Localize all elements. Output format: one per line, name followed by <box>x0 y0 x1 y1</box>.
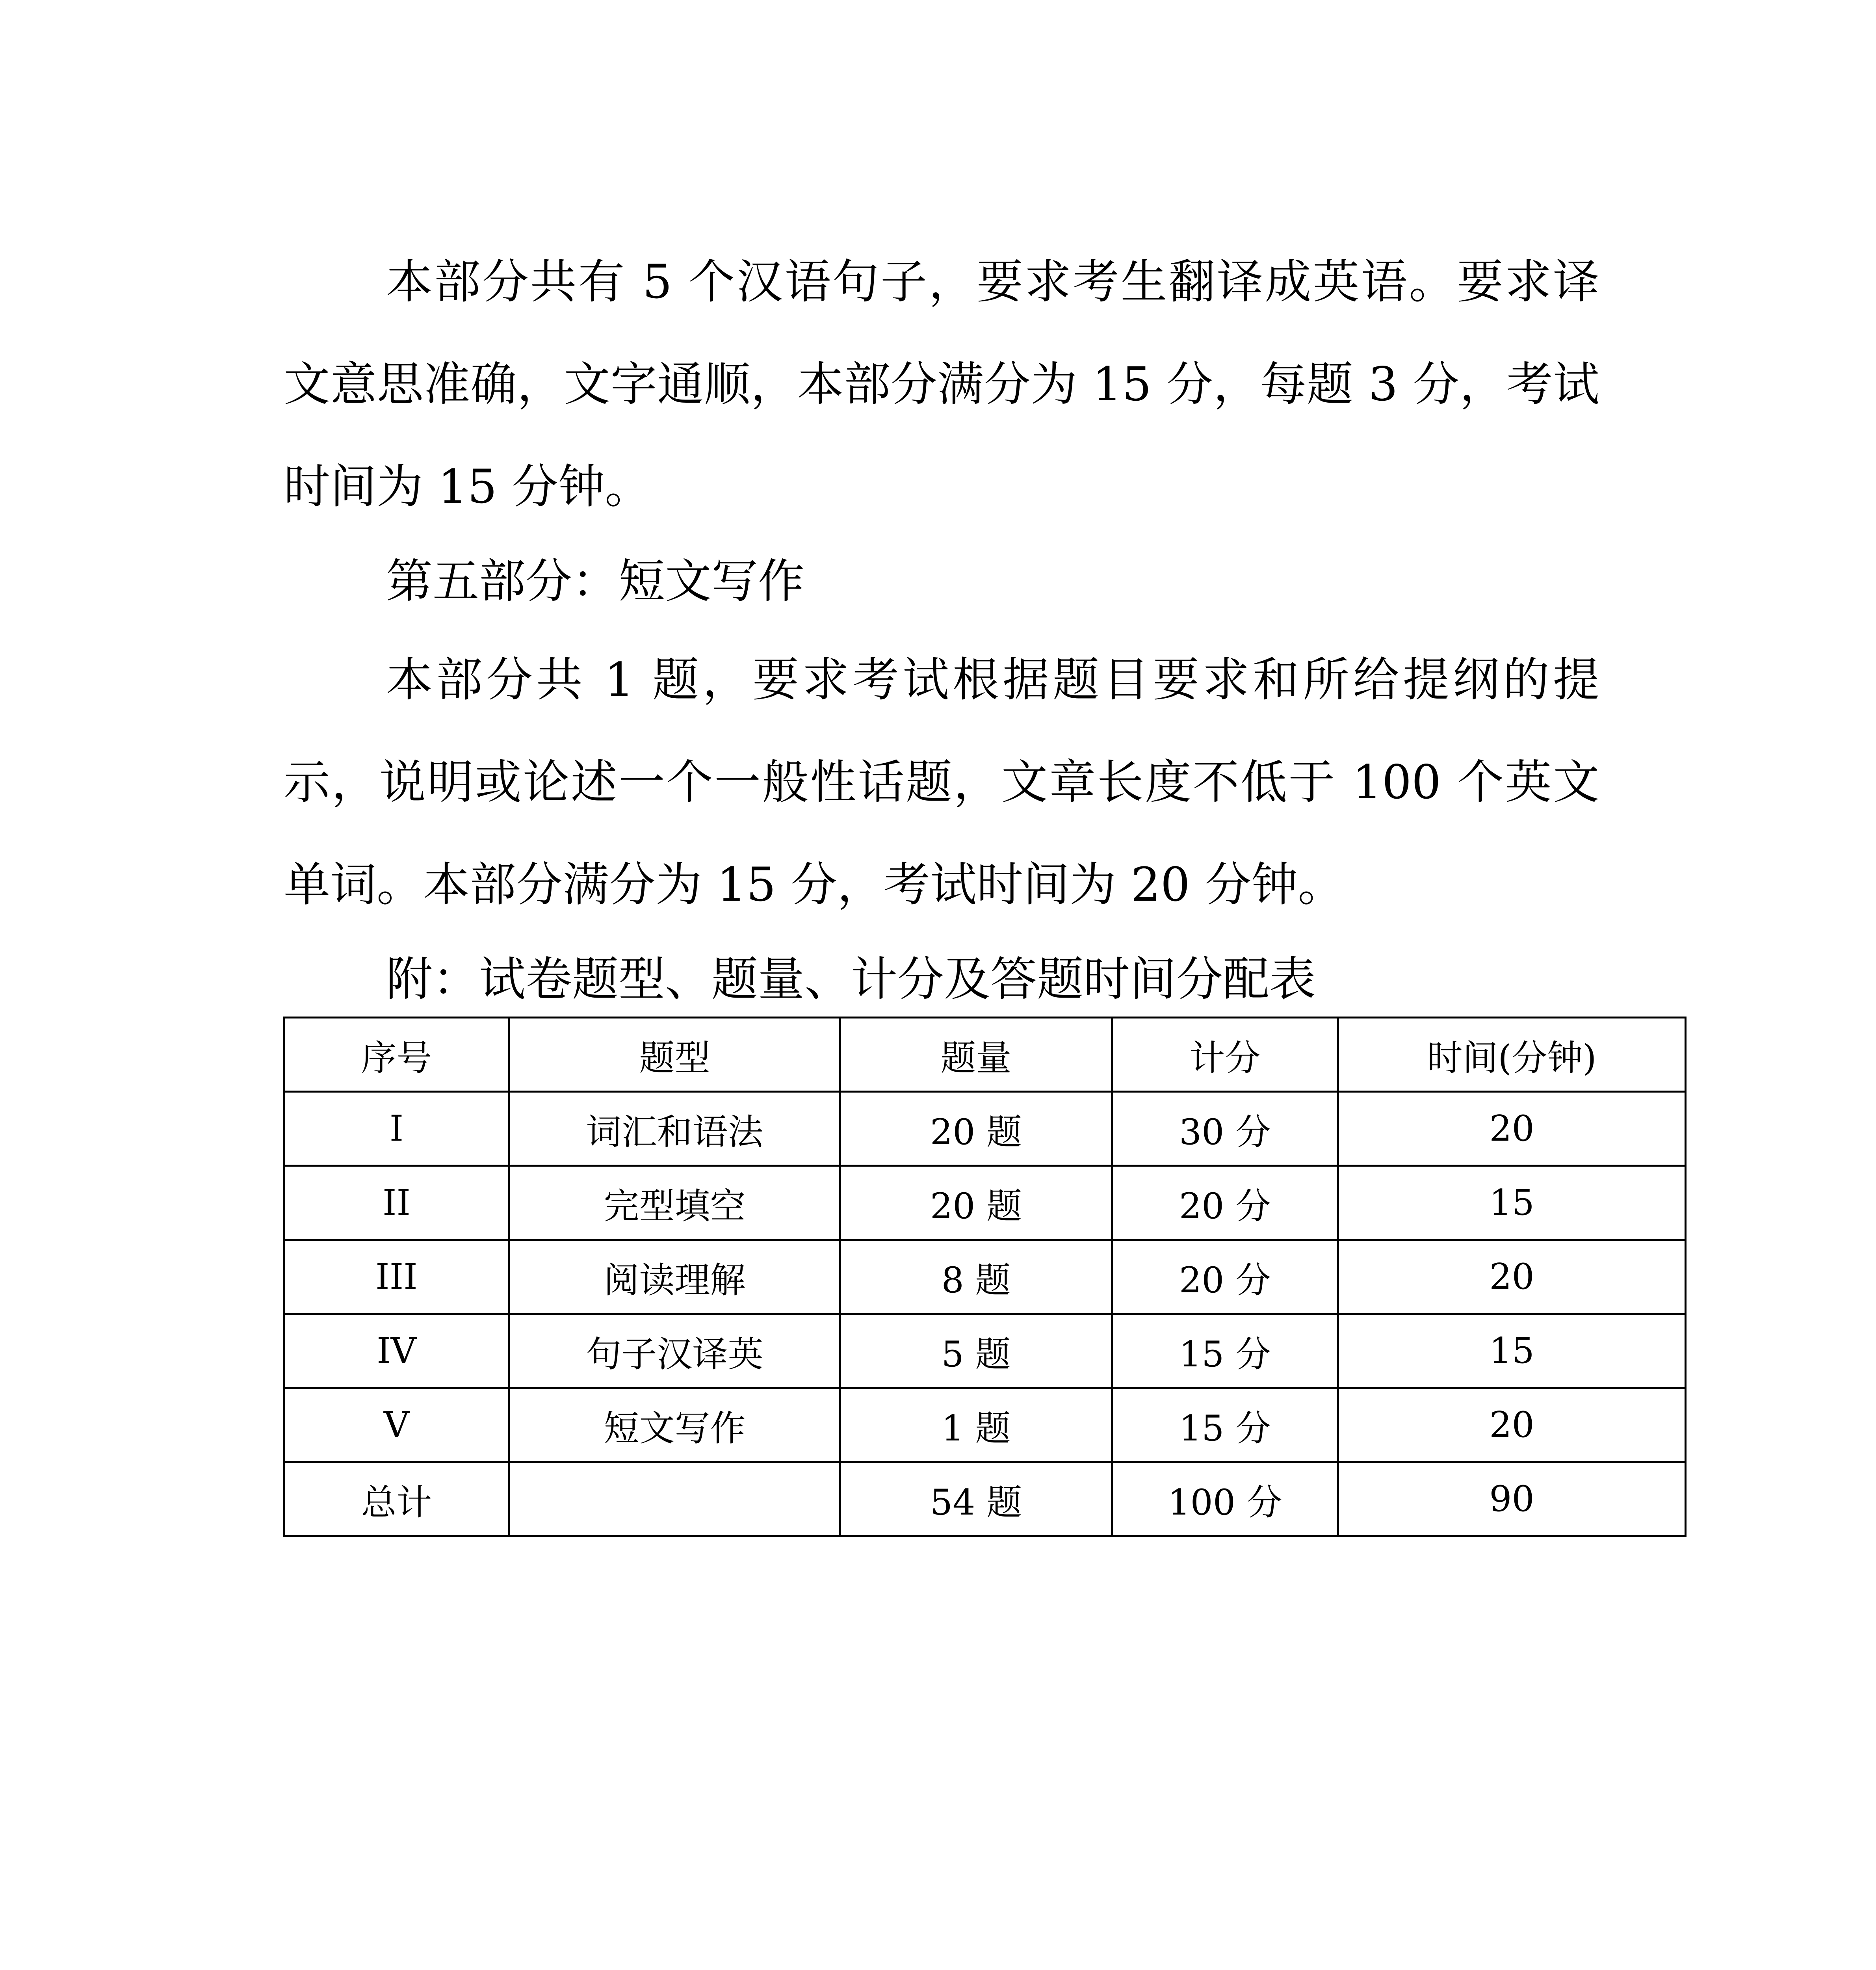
table-row <box>284 1314 1686 1388</box>
cell-index: 总计 <box>284 1462 509 1536</box>
part5-heading: 第五部分：短文写作 <box>386 554 805 608</box>
cell-count: 5 题 <box>840 1314 1112 1388</box>
allocation-table-container <box>283 1017 1685 1537</box>
part5-description: 本部分共 1 题，要求考试根据题目要求和所给提纲的提示，说明或论述一个一般性话题，文章长度不低于 100 个英文单词。本部分满分为 15 分，考试时间为 20 分钟。 <box>284 652 1599 912</box>
cell-score: 100 分 <box>1112 1462 1338 1536</box>
cell-score: 15 分 <box>1112 1314 1338 1388</box>
cell-score: 20 分 <box>1112 1166 1338 1240</box>
cell-time: 20 <box>1338 1388 1686 1462</box>
header-count: 题量 <box>840 1018 1112 1092</box>
table-row <box>284 1166 1686 1240</box>
table-row <box>284 1388 1686 1462</box>
allocation-table <box>283 1017 1687 1537</box>
cell-time: 15 <box>1338 1314 1686 1388</box>
cell-score: 30 分 <box>1112 1092 1338 1166</box>
header-type: 题型 <box>509 1018 840 1092</box>
cell-count: 1 题 <box>840 1388 1112 1462</box>
part4-description: 本部分共有 5 个汉语句子，要求考生翻译成英语。要求译文意思准确，文字通顺，本部分满分为 15 分，每题 3 分，考试时间为 15 分钟。 <box>284 255 1599 514</box>
cell-index: V <box>284 1388 509 1462</box>
header-index: 序号 <box>284 1018 509 1092</box>
cell-type: 短文写作 <box>509 1388 840 1462</box>
cell-type: 词汇和语法 <box>509 1092 840 1166</box>
cell-index: II <box>284 1166 509 1240</box>
cell-score: 20 分 <box>1112 1240 1338 1314</box>
table-row <box>284 1092 1686 1166</box>
cell-count: 20 题 <box>840 1166 1112 1240</box>
cell-type: 阅读理解 <box>509 1240 840 1314</box>
cell-time: 20 <box>1338 1092 1686 1166</box>
cell-index: IV <box>284 1314 509 1388</box>
cell-type <box>509 1462 840 1536</box>
cell-count: 8 题 <box>840 1240 1112 1314</box>
table-caption: 附：试卷题型、题量、计分及答题时间分配表 <box>386 952 1316 1006</box>
cell-time: 20 <box>1338 1240 1686 1314</box>
cell-time: 90 <box>1338 1462 1686 1536</box>
cell-count: 20 题 <box>840 1092 1112 1166</box>
cell-index: I <box>284 1092 509 1166</box>
cell-time: 15 <box>1338 1166 1686 1240</box>
cell-type: 完型填空 <box>509 1166 840 1240</box>
cell-score: 15 分 <box>1112 1388 1338 1462</box>
cell-type: 句子汉译英 <box>509 1314 840 1388</box>
table-total-row <box>284 1462 1686 1536</box>
header-score: 计分 <box>1112 1018 1338 1092</box>
cell-count: 54 题 <box>840 1462 1112 1536</box>
header-time: 时间(分钟) <box>1338 1018 1686 1092</box>
cell-index: III <box>284 1240 509 1314</box>
table-row <box>284 1240 1686 1314</box>
table-header-row <box>284 1018 1686 1092</box>
